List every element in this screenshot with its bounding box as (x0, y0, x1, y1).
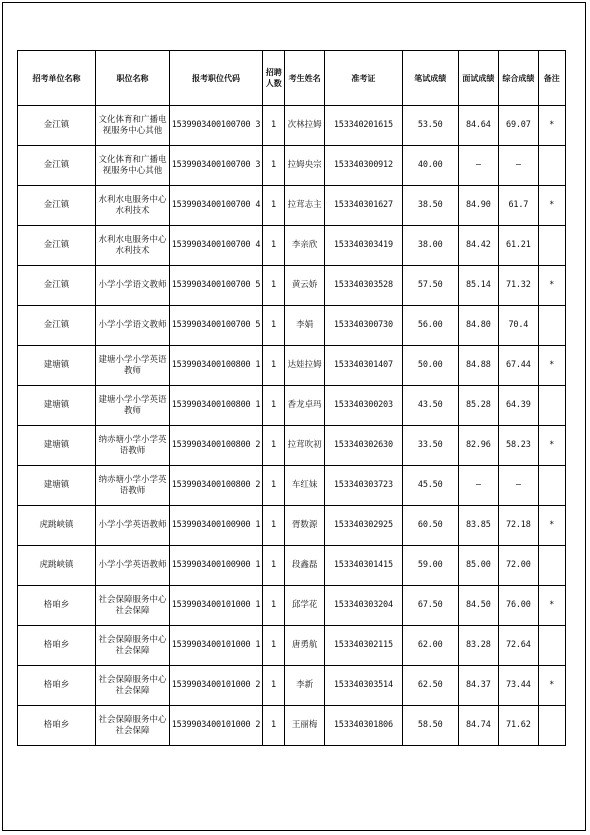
cell-position: 小学小学语文教师 (95, 266, 169, 306)
cell-ticket: 153340303419 (324, 226, 402, 266)
cell-written: 56.00 (402, 306, 458, 346)
cell-total: 67.44 (499, 346, 539, 386)
table-row (18, 586, 566, 626)
table-row (18, 466, 566, 506)
cell-ticket: 153340302630 (324, 426, 402, 466)
cell-remark: * (538, 586, 565, 626)
cell-position: 社会保障服务中心社会保障 (95, 586, 169, 626)
cell-code: 1539903400100700 3 (169, 106, 262, 146)
table-body (18, 106, 566, 746)
cell-name: 李娟 (285, 306, 325, 346)
table-row (18, 626, 566, 666)
cell-count: 1 (263, 226, 285, 266)
cell-name: 邱学花 (285, 586, 325, 626)
cell-count: 1 (263, 426, 285, 466)
cell-ticket: 153340300730 (324, 306, 402, 346)
cell-count: 1 (263, 546, 285, 586)
table-row (18, 266, 566, 306)
header-count: 招聘人数 (263, 51, 285, 106)
cell-name: 拉茸志主 (285, 186, 325, 226)
cell-name: 段鑫磊 (285, 546, 325, 586)
header-ticket: 准考证 (324, 51, 402, 106)
header-name: 考生姓名 (285, 51, 325, 106)
table-row (18, 666, 566, 706)
table-row (18, 186, 566, 226)
cell-written: 43.50 (402, 386, 458, 426)
cell-position: 文化体育和广播电视服务中心其他 (95, 146, 169, 186)
cell-remark: * (538, 106, 565, 146)
cell-unit: 建塘镇 (18, 386, 96, 426)
cell-unit: 金江镇 (18, 226, 96, 266)
table-row (18, 506, 566, 546)
cell-remark (538, 466, 565, 506)
header-position: 职位名称 (95, 51, 169, 106)
header-written: 笔试成绩 (402, 51, 458, 106)
table-row (18, 226, 566, 266)
cell-total: 76.00 (499, 586, 539, 626)
cell-count: 1 (263, 466, 285, 506)
cell-count: 1 (263, 586, 285, 626)
cell-code: 1539903400100900 1 (169, 546, 262, 586)
cell-remark: * (538, 426, 565, 466)
cell-count: 1 (263, 306, 285, 346)
results-sheet (17, 50, 566, 746)
cell-interview: 85.14 (458, 266, 499, 306)
header-total: 综合成绩 (499, 51, 539, 106)
cell-written: 45.50 (402, 466, 458, 506)
cell-count: 1 (263, 346, 285, 386)
cell-code: 1539903400101000 1 (169, 586, 262, 626)
cell-unit: 虎跳峡镇 (18, 506, 96, 546)
results-table (17, 50, 566, 746)
cell-count: 1 (263, 266, 285, 306)
cell-total: 71.32 (499, 266, 539, 306)
cell-count: 1 (263, 666, 285, 706)
cell-code: 1539903400101000 2 (169, 706, 262, 746)
cell-code: 1539903400100700 4 (169, 186, 262, 226)
cell-name: 车红妹 (285, 466, 325, 506)
table-row (18, 386, 566, 426)
cell-position: 小学小学语文教师 (95, 306, 169, 346)
cell-code: 1539903400100700 3 (169, 146, 262, 186)
table-row (18, 426, 566, 466)
cell-total: 61.21 (499, 226, 539, 266)
cell-ticket: 153340301415 (324, 546, 402, 586)
cell-remark (538, 306, 565, 346)
cell-total: 73.44 (499, 666, 539, 706)
cell-unit: 金江镇 (18, 106, 96, 146)
cell-position: 小学小学英语教师 (95, 506, 169, 546)
cell-unit: 建塘镇 (18, 426, 96, 466)
cell-interview: 83.85 (458, 506, 499, 546)
cell-interview: 85.28 (458, 386, 499, 426)
cell-unit: 虎跳峡镇 (18, 546, 96, 586)
cell-interview: 84.50 (458, 586, 499, 626)
cell-unit: 金江镇 (18, 266, 96, 306)
cell-written: 33.50 (402, 426, 458, 466)
cell-interview: 82.96 (458, 426, 499, 466)
cell-total: 64.39 (499, 386, 539, 426)
cell-name: 拉茸吹初 (285, 426, 325, 466)
cell-total: 72.00 (499, 546, 539, 586)
cell-position: 文化体育和广播电视服务中心其他 (95, 106, 169, 146)
cell-code: 1539903400101000 2 (169, 666, 262, 706)
cell-written: 50.00 (402, 346, 458, 386)
cell-code: 1539903400100900 1 (169, 506, 262, 546)
header-interview: 面试成绩 (458, 51, 499, 106)
cell-unit: 格咱乡 (18, 586, 96, 626)
cell-position: 建塘小学小学英语教师 (95, 386, 169, 426)
cell-written: 38.50 (402, 186, 458, 226)
cell-interview: 84.80 (458, 306, 499, 346)
table-row (18, 306, 566, 346)
cell-position: 社会保障服务中心社会保障 (95, 666, 169, 706)
cell-name: 胥数源 (285, 506, 325, 546)
cell-interview: 84.74 (458, 706, 499, 746)
cell-unit: 格咱乡 (18, 666, 96, 706)
header-unit: 招考单位名称 (18, 51, 96, 106)
cell-ticket: 153340301806 (324, 706, 402, 746)
cell-total: 61.7 (499, 186, 539, 226)
cell-remark: * (538, 346, 565, 386)
cell-name: 次林拉姆 (285, 106, 325, 146)
cell-code: 1539903400100800 2 (169, 466, 262, 506)
table-row (18, 106, 566, 146)
cell-code: 1539903400100700 5 (169, 306, 262, 346)
cell-total: 70.4 (499, 306, 539, 346)
cell-interview: 83.28 (458, 626, 499, 666)
cell-code: 1539903400101000 1 (169, 626, 262, 666)
cell-total: — (499, 466, 539, 506)
cell-unit: 金江镇 (18, 306, 96, 346)
cell-count: 1 (263, 186, 285, 226)
cell-ticket: 153340302925 (324, 506, 402, 546)
cell-name: 黄云娇 (285, 266, 325, 306)
cell-count: 1 (263, 706, 285, 746)
cell-remark (538, 386, 565, 426)
cell-name: 王丽梅 (285, 706, 325, 746)
cell-written: 60.50 (402, 506, 458, 546)
cell-ticket: 153340303514 (324, 666, 402, 706)
cell-interview: 84.37 (458, 666, 499, 706)
cell-interview: 84.64 (458, 106, 499, 146)
cell-written: 40.00 (402, 146, 458, 186)
cell-interview: 84.42 (458, 226, 499, 266)
cell-name: 李亲欣 (285, 226, 325, 266)
cell-ticket: 153340300203 (324, 386, 402, 426)
cell-remark (538, 146, 565, 186)
cell-unit: 金江镇 (18, 146, 96, 186)
cell-count: 1 (263, 106, 285, 146)
cell-position: 水利水电服务中心水利技术 (95, 226, 169, 266)
cell-ticket: 153340303723 (324, 466, 402, 506)
cell-ticket: 153340303528 (324, 266, 402, 306)
cell-name: 香龙卓玛 (285, 386, 325, 426)
cell-interview: 84.88 (458, 346, 499, 386)
cell-written: 58.50 (402, 706, 458, 746)
cell-name: 拉姆央宗 (285, 146, 325, 186)
cell-position: 纳赤塘小学小学英语教师 (95, 426, 169, 466)
cell-written: 59.00 (402, 546, 458, 586)
cell-code: 1539903400100700 4 (169, 226, 262, 266)
cell-written: 53.50 (402, 106, 458, 146)
cell-ticket: 153340300912 (324, 146, 402, 186)
cell-interview: — (458, 146, 499, 186)
cell-code: 1539903400100800 2 (169, 426, 262, 466)
cell-remark (538, 626, 565, 666)
cell-count: 1 (263, 506, 285, 546)
cell-interview: — (458, 466, 499, 506)
cell-code: 1539903400100700 5 (169, 266, 262, 306)
cell-unit: 建塘镇 (18, 346, 96, 386)
cell-total: — (499, 146, 539, 186)
cell-code: 1539903400100800 1 (169, 386, 262, 426)
cell-position: 社会保障服务中心社会保障 (95, 626, 169, 666)
cell-total: 69.07 (499, 106, 539, 146)
cell-ticket: 153340301627 (324, 186, 402, 226)
table-row (18, 706, 566, 746)
cell-total: 72.18 (499, 506, 539, 546)
cell-unit: 格咱乡 (18, 706, 96, 746)
cell-ticket: 153340302115 (324, 626, 402, 666)
cell-unit: 格咱乡 (18, 626, 96, 666)
cell-remark: * (538, 186, 565, 226)
cell-position: 社会保障服务中心社会保障 (95, 706, 169, 746)
cell-remark (538, 546, 565, 586)
cell-name: 李新 (285, 666, 325, 706)
cell-written: 57.50 (402, 266, 458, 306)
cell-ticket: 153340303204 (324, 586, 402, 626)
cell-remark: * (538, 266, 565, 306)
cell-position: 小学小学英语教师 (95, 546, 169, 586)
cell-written: 38.00 (402, 226, 458, 266)
cell-ticket: 153340201615 (324, 106, 402, 146)
cell-unit: 金江镇 (18, 186, 96, 226)
cell-name: 达娃拉姆 (285, 346, 325, 386)
cell-count: 1 (263, 146, 285, 186)
cell-position: 纳赤塘小学小学英语教师 (95, 466, 169, 506)
cell-code: 1539903400100800 1 (169, 346, 262, 386)
cell-remark (538, 706, 565, 746)
cell-written: 67.50 (402, 586, 458, 626)
header-row (18, 51, 566, 106)
cell-count: 1 (263, 626, 285, 666)
table-row (18, 546, 566, 586)
cell-position: 水利水电服务中心水利技术 (95, 186, 169, 226)
header-code: 报考职位代码 (169, 51, 262, 106)
cell-remark: * (538, 506, 565, 546)
cell-remark: * (538, 666, 565, 706)
table-row (18, 346, 566, 386)
cell-written: 62.00 (402, 626, 458, 666)
cell-interview: 84.90 (458, 186, 499, 226)
cell-remark (538, 226, 565, 266)
header-remark: 备注 (538, 51, 565, 106)
cell-name: 唐勇航 (285, 626, 325, 666)
cell-unit: 建塘镇 (18, 466, 96, 506)
cell-interview: 85.00 (458, 546, 499, 586)
cell-ticket: 153340301407 (324, 346, 402, 386)
cell-position: 建塘小学小学英语教师 (95, 346, 169, 386)
cell-total: 58.23 (499, 426, 539, 466)
cell-count: 1 (263, 386, 285, 426)
cell-total: 71.62 (499, 706, 539, 746)
cell-total: 72.64 (499, 626, 539, 666)
cell-written: 62.50 (402, 666, 458, 706)
table-row (18, 146, 566, 186)
